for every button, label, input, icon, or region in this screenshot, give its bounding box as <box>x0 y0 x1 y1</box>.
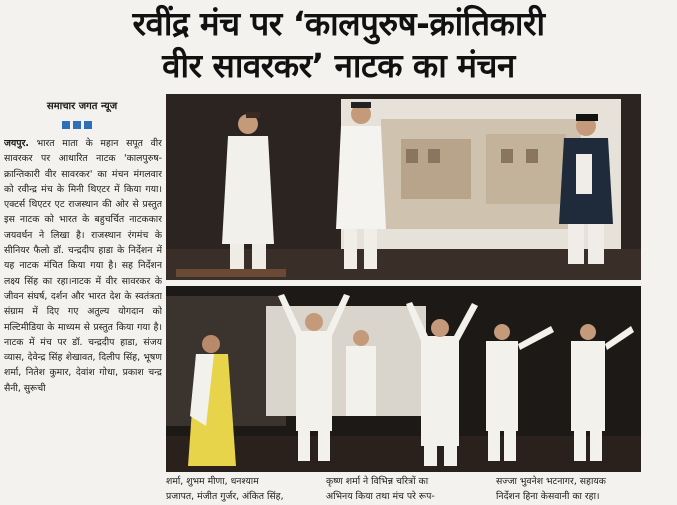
caption-col-1-line-2: प्रजापत, मंजीत गुर्जर, अंकित सिंह, <box>166 491 284 502</box>
article-text: भारत माता के महान सपूत वीर सावरकर पर आधारित नाटक 'कालपुरुष-क्रान्तिकारी वीर सावरकर' का मंचन मंगलवार को रवीन्द्र मंच के मिनी थिएटर में किया गया। एक्टर्स थिएटर एट राजस्थान की ओर से प्रस्तुत इस नाटक को भारत के बहुचर्चित नाटककार जयवर्धन ने लिखा है। राजस्थान रंगमंच के सीनियर फैलो डॉ. चन्द्रदीप हाडा के निर्देशन में यह नाटक मंचित किया गया है। सह निर्देशन लक्ष्य सिंह का रहा।नाटक में वीर सावरकर के जीवन संघर्ष, दर्शन और भारत देश के स्वतंत्रता संग्राम में दिए गए अतुल्य योगदान को मल्टिमीडिया के माध्यम से प्रस्तुत किया गया है। नाटक में मंच पर डॉ. चन्द्रदीप हाडा, संजय व्यास, देवेन्द्र सिंह शेखावत, दिलीप सिंह, भूषण शर्मा, नितेश कुमार, देवांश गोधा, प्रकाश चन्द्र सैनी, सुरूची <box>4 138 162 394</box>
headline-line-1: रवींद्र मंच पर ‘कालपुरुष-क्रांतिकारी <box>132 4 545 43</box>
stage-photo-top-image <box>166 94 641 280</box>
byline-ornament-icon <box>62 121 102 129</box>
headline <box>0 0 677 92</box>
stage-photo-bottom <box>166 286 641 472</box>
caption-col-3 <box>496 474 646 504</box>
headline-line-2: वीर सावरकर’ नाटक का मंचन <box>162 46 515 85</box>
dateline: जयपुर. <box>4 138 29 149</box>
stage-photo-bottom-image <box>166 286 641 472</box>
caption-col-3-line-1: सज्जा भुवनेश भटनागर, सहायक <box>496 476 606 487</box>
caption-continuation <box>166 474 646 504</box>
caption-col-2-line-1: कृष्ण शर्मा ने विभिन्न चरित्रों का <box>326 476 429 487</box>
caption-col-1-line-1: शर्मा, शुभम मीणा, धनश्याम <box>166 476 259 487</box>
byline: समाचार जगत न्यूज <box>46 101 118 112</box>
caption-col-3-line-2: निर्देशन हिना केसवानी का रहा। <box>496 491 600 502</box>
stage-photo-top <box>166 94 641 280</box>
article-body <box>4 136 162 502</box>
caption-col-1 <box>166 474 316 504</box>
caption-col-2 <box>326 474 486 504</box>
caption-col-2-line-2: अभिनय किया तथा मंच परे रूप- <box>326 491 435 502</box>
